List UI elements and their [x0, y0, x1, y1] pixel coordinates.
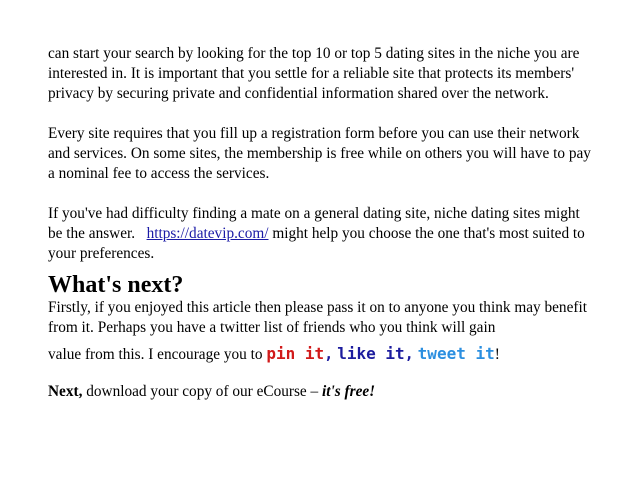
next-label: Next,	[48, 383, 83, 400]
like-it-link[interactable]: like it	[337, 344, 405, 363]
paragraph-search-tip: can start your search by looking for the top 10 or top 5 dating sites in the niche you are interested in. It is important that you settle for a reliable site that protects its members' privacy by securing private and confidential information shared over the network.	[48, 45, 580, 102]
section-heading: What's next?	[48, 272, 184, 298]
pin-it-link[interactable]: pin it	[266, 344, 325, 363]
paragraph-gap	[48, 184, 593, 204]
share-prefix: value from this. I encourage you to	[48, 346, 263, 363]
paragraph-next	[48, 382, 593, 402]
exclamation-mark: !	[494, 346, 500, 363]
niche-sites-text-after: might help you choose the one that's most suited to your preferences.	[48, 225, 585, 262]
document-page	[48, 44, 593, 402]
free-label: it's free!	[322, 383, 376, 400]
next-text: download your copy of our eCourse –	[86, 383, 319, 400]
paragraph-gap	[48, 369, 593, 382]
niche-sites-text: If you've had difficulty finding a mate on a general dating site, niche dating sites might be the answer.	[48, 205, 580, 242]
paragraph-registration: Every site requires that you fill up a registration form before you can use their network and services. On some sites, the membership is free while on others you will have to pay a nominal fee to access the services.	[48, 125, 591, 182]
paragraph-intro: Firstly, if you enjoyed this article then please pass it on to anyone you think may benefit from it. Perhaps you have a twitter list of friends who you think will gain	[48, 299, 587, 336]
paragraph-share	[48, 340, 593, 369]
datevip-link[interactable]: https://datevip.com/	[146, 225, 269, 242]
paragraph-gap	[48, 104, 593, 124]
comma-separator: ,	[324, 345, 334, 363]
paragraph-niche-sites	[48, 204, 593, 264]
comma-separator: ,	[404, 345, 414, 363]
tweet-it-link[interactable]: tweet it	[417, 344, 495, 363]
